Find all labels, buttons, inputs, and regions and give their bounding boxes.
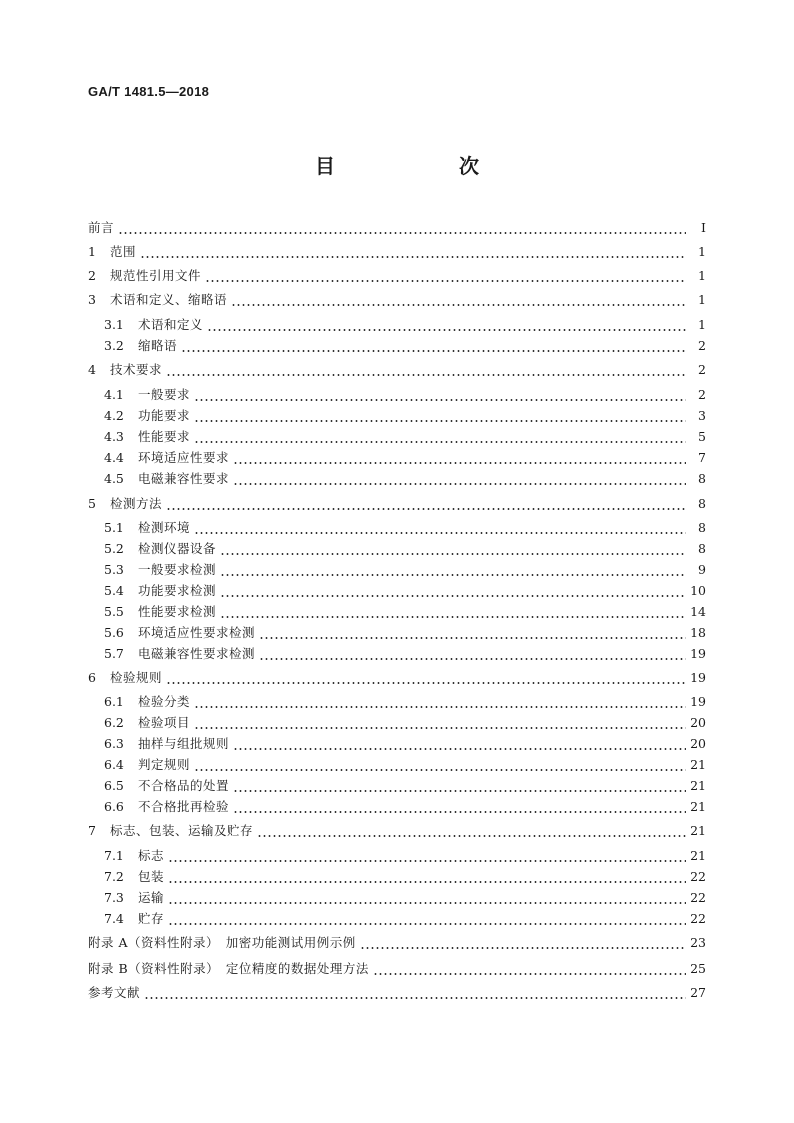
toc-entry-page: 22 [690, 869, 706, 884]
toc-entry-page: 2 [698, 387, 706, 402]
toc-leader-dots [259, 646, 686, 662]
toc-entry[interactable] [88, 666, 706, 686]
toc-entry[interactable] [104, 690, 706, 710]
toc-entry-number: 6 [88, 670, 96, 685]
toc-entry-number: 4.5 [104, 471, 124, 486]
toc-entry-number: 4.1 [104, 387, 124, 402]
toc-entry-page: 9 [698, 562, 706, 577]
toc-leader-dots [233, 778, 686, 794]
toc-entry[interactable] [88, 492, 706, 512]
toc-entry-label: 一般要求检测 [138, 562, 217, 577]
toc-leader-dots [233, 450, 686, 466]
toc-entry[interactable] [104, 600, 706, 620]
toc-entry-page: 18 [690, 625, 706, 640]
toc-entry-label: 标志 [138, 848, 165, 863]
toc-entry-label: 检验规则 [110, 670, 163, 685]
toc-entry[interactable] [104, 537, 706, 557]
toc-leader-dots [194, 429, 686, 445]
toc-entry-number: 7 [88, 823, 96, 838]
toc-leader-dots [194, 694, 686, 710]
toc-entry-label: 贮存 [138, 911, 165, 926]
toc-leader-dots [231, 292, 686, 308]
toc-entry-label: 检测仪器设备 [138, 541, 217, 556]
toc-entry-label: 性能要求 [138, 429, 191, 444]
toc-entry-number: 7.2 [104, 869, 124, 884]
toc-entry-label: 不合格批再检验 [138, 799, 230, 814]
toc-leader-dots [144, 985, 686, 1001]
toc-entry-number: 6.5 [104, 778, 124, 793]
toc-entry[interactable] [104, 446, 706, 466]
toc-entry-number: 7.4 [104, 911, 124, 926]
toc-entry-number: 6.2 [104, 715, 124, 730]
toc-leader-dots [220, 604, 686, 620]
toc-leader-dots [205, 268, 686, 284]
toc-entry-page: 1 [698, 292, 706, 307]
toc-entry-number: 5.4 [104, 583, 124, 598]
toc-leader-dots [166, 496, 686, 512]
toc-entry-label: 电磁兼容性要求检测 [138, 646, 256, 661]
toc-leader-dots [257, 823, 686, 839]
toc-entry-label: 术语和定义 [138, 317, 204, 332]
toc-entry-page: 1 [698, 244, 706, 259]
toc-entry-label: 范围 [110, 244, 137, 259]
toc-leader-dots [168, 869, 686, 885]
toc-entry-label: 环境适应性要求检测 [138, 625, 256, 640]
toc-leader-dots [194, 520, 686, 536]
toc-entry[interactable] [88, 240, 706, 260]
toc-entry[interactable] [104, 886, 706, 906]
toc-entry-number: 5 [88, 496, 96, 511]
toc-entry-number: 6.4 [104, 757, 124, 772]
toc-entry[interactable] [104, 711, 706, 731]
toc-entry[interactable] [88, 216, 706, 236]
toc-entry[interactable] [88, 931, 706, 951]
toc-entry-page: 20 [690, 736, 706, 751]
toc-entry-label: 一般要求 [138, 387, 191, 402]
toc-entry-page: 20 [690, 715, 706, 730]
toc-entry-number: 2 [88, 268, 96, 283]
toc-entry-number: 1 [88, 244, 96, 259]
toc-leader-dots [194, 408, 686, 424]
toc-entry-number: 6.3 [104, 736, 124, 751]
toc-entry-page: 2 [698, 362, 706, 377]
toc-entry-page: 1 [698, 317, 706, 332]
toc-entry-page: 19 [690, 646, 706, 661]
toc-entry-label: 包装 [138, 869, 165, 884]
toc-leader-dots [194, 387, 686, 403]
toc-leader-dots [360, 935, 686, 951]
toc-entry-page: 8 [698, 541, 706, 556]
toc-entry-number: 5.1 [104, 520, 124, 535]
toc-entry-label: 功能要求 [138, 408, 191, 423]
toc-entry[interactable] [88, 358, 706, 378]
toc-entry-label: 附录 A（资料性附录） 加密功能测试用例示例 [88, 935, 356, 950]
toc-entry-number: 5.5 [104, 604, 124, 619]
toc-entry[interactable] [104, 467, 706, 487]
toc-leader-dots [166, 362, 686, 378]
toc-entry-number: 4.2 [104, 408, 124, 423]
toc-entry[interactable] [104, 383, 706, 403]
toc-entry-label: 功能要求检测 [138, 583, 217, 598]
toc-entry-page: 22 [690, 890, 706, 905]
toc-leader-dots [207, 317, 686, 333]
standard-code: GA/T 1481.5—2018 [88, 84, 210, 99]
toc-entry-label: 标志、包装、运输及贮存 [110, 823, 254, 838]
toc-leader-dots [168, 911, 686, 927]
toc-entry-label: 判定规则 [138, 757, 191, 772]
toc-entry-number: 6.6 [104, 799, 124, 814]
toc-entry-number: 4.4 [104, 450, 124, 465]
toc-entry-page: 23 [690, 935, 706, 950]
toc-entry-page: 3 [698, 408, 706, 423]
toc-entry-label: 运输 [138, 890, 165, 905]
toc-entry-number: 5.6 [104, 625, 124, 640]
toc-entry-number: 3.1 [104, 317, 124, 332]
toc-entry-label: 参考文献 [88, 985, 141, 1000]
toc-entry-number: 5.3 [104, 562, 124, 577]
toc-leader-dots [166, 670, 686, 686]
toc-entry[interactable] [104, 313, 706, 333]
toc-entry-page: 21 [690, 799, 706, 814]
toc-entry-label: 技术要求 [110, 362, 163, 377]
toc-entry[interactable] [104, 907, 706, 927]
toc-entry-page: 8 [698, 520, 706, 535]
toc-entry-page: 25 [690, 961, 706, 976]
toc-entry[interactable] [104, 516, 706, 536]
toc-leader-dots [220, 583, 686, 599]
toc-entry-label: 附录 B（资料性附录） 定位精度的数据处理方法 [88, 961, 369, 976]
toc-entry-number: 6.1 [104, 694, 124, 709]
toc-leader-dots [194, 715, 686, 731]
toc-leader-dots [118, 220, 686, 236]
toc-entry[interactable] [104, 774, 706, 794]
toc-entry[interactable] [88, 264, 706, 284]
toc-entry[interactable] [88, 981, 706, 1001]
toc-leader-dots [194, 757, 686, 773]
toc-entry-label: 不合格品的处置 [138, 778, 230, 793]
toc-entry-label: 抽样与组批规则 [138, 736, 230, 751]
toc-entry-page: 22 [690, 911, 706, 926]
toc-entry-page: 2 [698, 338, 706, 353]
toc-leader-dots [220, 562, 686, 578]
toc-entry-page: 21 [690, 848, 706, 863]
toc-entry[interactable] [104, 844, 706, 864]
toc-entry-page: 19 [690, 670, 706, 685]
toc-leader-dots [168, 890, 686, 906]
toc-entry-page: 19 [690, 694, 706, 709]
toc-entry-page: 21 [690, 823, 706, 838]
toc-leader-dots [373, 961, 686, 977]
toc-entry-page: 1 [698, 268, 706, 283]
toc-entry[interactable] [104, 642, 706, 662]
toc-entry-page: 5 [698, 429, 706, 444]
toc-leader-dots [233, 799, 686, 815]
toc-entry[interactable] [88, 819, 706, 839]
toc-entry[interactable] [104, 558, 706, 578]
toc-entry-number: 7.3 [104, 890, 124, 905]
toc-entry[interactable] [104, 753, 706, 773]
toc-entry[interactable] [104, 621, 706, 641]
toc-entry-number: 5.2 [104, 541, 124, 556]
toc-leader-dots [220, 541, 686, 557]
toc-leader-dots [233, 736, 686, 752]
toc-leader-dots [233, 471, 686, 487]
toc-entry-page: 21 [690, 757, 706, 772]
toc-entry-page: 14 [690, 604, 706, 619]
toc-entry[interactable] [88, 957, 706, 977]
toc-entry-number: 3 [88, 292, 96, 307]
toc-leader-dots [140, 244, 686, 260]
toc-entry[interactable] [104, 425, 706, 445]
toc-entry-number: 4 [88, 362, 96, 377]
toc-entry-number: 3.2 [104, 338, 124, 353]
toc-entry-label: 缩略语 [138, 338, 178, 353]
toc-entry-number: 5.7 [104, 646, 124, 661]
toc-entry-label: 检验分类 [138, 694, 191, 709]
page-title: 目 次 [315, 154, 507, 178]
toc-entry[interactable] [104, 732, 706, 752]
toc-entry-label: 环境适应性要求 [138, 450, 230, 465]
toc-entry-page: Ⅰ [701, 220, 706, 235]
toc-entry[interactable] [104, 579, 706, 599]
toc-entry-label: 前言 [88, 220, 115, 235]
toc-leader-dots [168, 848, 686, 864]
toc-leader-dots [181, 338, 686, 354]
toc-entry[interactable] [104, 404, 706, 424]
toc-entry-label: 检测环境 [138, 520, 191, 535]
toc-entry-page: 8 [698, 471, 706, 486]
toc-entry-page: 27 [690, 985, 706, 1000]
toc-entry-label: 性能要求检测 [138, 604, 217, 619]
toc-entry[interactable] [88, 288, 706, 308]
toc-entry-page: 21 [690, 778, 706, 793]
toc-entry[interactable] [104, 334, 706, 354]
toc-entry-page: 8 [698, 496, 706, 511]
toc-entry-page: 7 [698, 450, 706, 465]
toc-entry-label: 检测方法 [110, 496, 163, 511]
toc-entry-label: 规范性引用文件 [110, 268, 202, 283]
toc-entry[interactable] [104, 865, 706, 885]
toc-leader-dots [259, 625, 686, 641]
toc-entry-label: 检验项目 [138, 715, 191, 730]
toc-entry-label: 术语和定义、缩略语 [110, 292, 228, 307]
toc-entry-page: 10 [690, 583, 706, 598]
toc-entry-label: 电磁兼容性要求 [138, 471, 230, 486]
toc-entry[interactable] [104, 795, 706, 815]
toc-entry-number: 7.1 [104, 848, 124, 863]
toc-entry-number: 4.3 [104, 429, 124, 444]
